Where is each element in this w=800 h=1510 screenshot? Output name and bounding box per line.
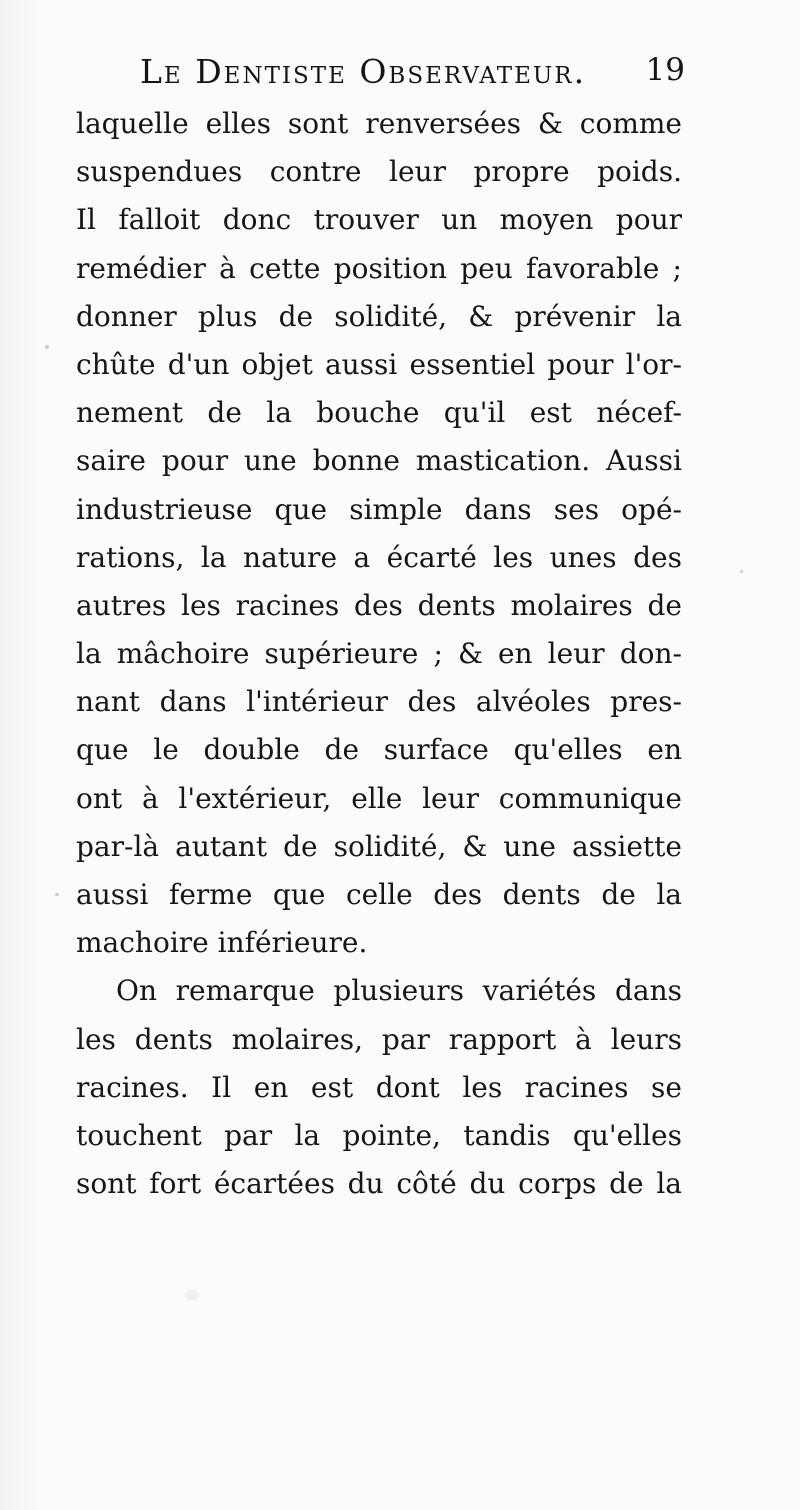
text-line: remédier à cette position peu favorable ; — [76, 251, 682, 285]
text-line: saire pour une bonne mastication. Aussi — [76, 444, 682, 478]
page-number: 19 — [645, 52, 685, 88]
text-line: sont fort écartées du côté du corps de la — [76, 1167, 682, 1201]
text-line: machoire inférieure. — [76, 926, 368, 960]
text-line: ont à l'extérieur, elle leur communique — [76, 781, 682, 815]
paper-speck — [740, 570, 743, 573]
paper-speck — [55, 893, 59, 896]
text-line: que le double de surface qu'elles en — [76, 733, 682, 767]
paper-speck — [185, 1290, 199, 1300]
text-line: rations, la nature a écarté les unes des — [76, 540, 682, 574]
text-line: autres les racines des dents molaires de — [76, 588, 682, 622]
text-line: racines. Il en est dont les racines se — [76, 1070, 682, 1104]
text-line: laquelle elles sont renversées & comme — [76, 107, 682, 140]
paper-speck — [45, 345, 49, 349]
page-header — [140, 46, 685, 96]
text-line: aussi ferme que celle des dents de la — [76, 878, 682, 911]
body-text — [76, 100, 682, 1208]
text-line: industrieuse que simple dans ses opé- — [76, 492, 682, 526]
text-line: par-là autant de solidité, & une assiette — [76, 829, 682, 863]
text-line: nement de la bouche qu'il est nécef- — [76, 396, 682, 430]
text-line: Il falloit donc trouver un moyen pour — [76, 203, 682, 237]
page-edge-shadow — [0, 0, 40, 1510]
running-title: Le Dentiste Observateur. — [140, 52, 587, 91]
text-line: touchent par la pointe, tandis qu'elles — [76, 1118, 682, 1152]
paragraph-1 — [76, 100, 682, 967]
text-line: donner plus de solidité, & prévenir la — [76, 299, 682, 333]
text-line: la mâchoire supérieure ; & en leur don- — [76, 637, 682, 671]
text-line: nant dans l'intérieur des alvéoles pres- — [76, 685, 682, 719]
text-line: chûte d'un objet aussi essentiel pour l'or- — [76, 347, 682, 381]
text-line: les dents molaires, par rapport à leurs — [76, 1022, 682, 1056]
text-line: suspendues contre leur propre poids. — [76, 155, 682, 189]
paragraph-2 — [76, 967, 682, 1208]
text-line: On remarque plusieurs variétés dans — [116, 974, 682, 1008]
